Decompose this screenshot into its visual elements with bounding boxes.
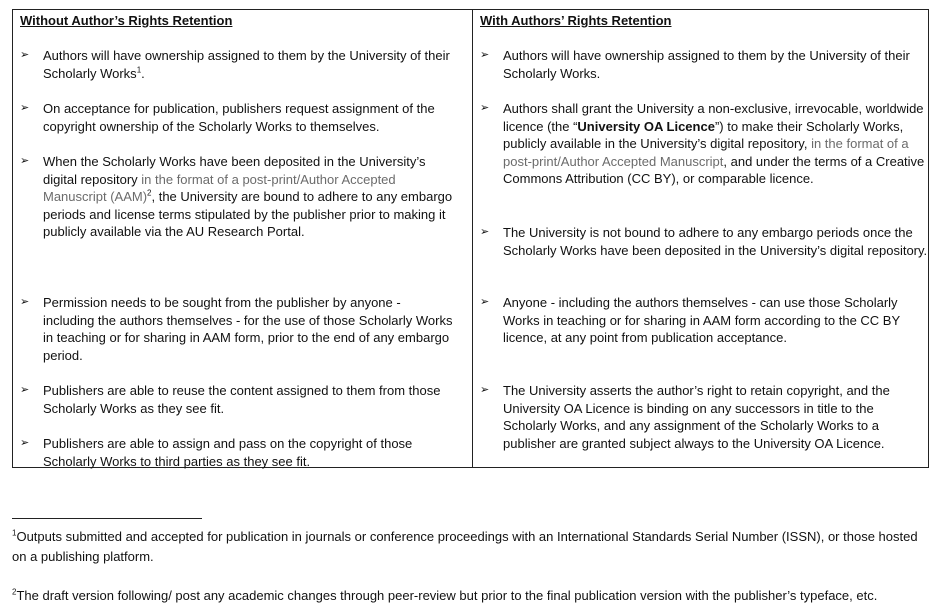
arrow-bullet-icon: ➢	[20, 437, 30, 449]
list-item: ➢ Authors will have ownership assigned to them by the University of their Scholarly Works$^1$.	[20, 48, 450, 81]
list-item: ➢ On acceptance for publication, publishers request assignment of the copyright ownership of the Scholarly Works to themselves.	[20, 101, 435, 134]
list-item: ➢ Publishers are able to reuse the content assigned to them from those Scholarly Works as they see fit.	[20, 383, 441, 416]
list-item: ➢ When the Scholarly Works have been deposited in the University’s digital repository in the format of a post-print/Author Accepted Manuscript (AAM)$^2$, the University are bound to adhere to any embargo periods and license terms stipulated by the publisher prior to making it publicly available via the AU Research Portal.	[20, 154, 453, 240]
arrow-bullet-icon: ➢	[20, 296, 30, 308]
arrow-bullet-icon: ➢	[480, 226, 490, 238]
arrow-bullet-icon: ➢	[480, 49, 490, 61]
column-heading-without: Without Author’s Rights Retention	[20, 13, 233, 28]
rights-comparison-table	[12, 9, 929, 468]
list-item: ➢ Authors will have ownership assigned to them by the University of their Scholarly Works.	[480, 48, 910, 81]
list-item: ➢ Anyone - including the authors themselves - can use those Scholarly Works in teaching or for sharing in AAM form according to the CC BY licence, at any point from publication acceptance.	[480, 295, 900, 346]
footnote-number: 2	[12, 587, 17, 597]
list-item: ➢ The University is not bound to adhere to any embargo periods once the Scholarly Works have been deposited in the University’s digital repository.	[480, 225, 928, 258]
list-item: ➢ Authors shall grant the University a non-exclusive, irrevocable, worldwide licence (the “University OA Licence”) to make their Scholarly Works, publicly available in the University’s digital repository, in the format of a post-print/Author Accepted Manuscript, and under the terms of a Creative Commons Attribution (CC BY), or comparable licence.	[480, 101, 925, 187]
list-item: ➢ The University asserts the author’s right to retain copyright, and the University OA Licence is binding on any successors in title to the Scholarly Works, and any assignment of the Scholarly Works to a publisher are granted subject always to the University OA Licence.	[480, 383, 890, 451]
arrow-bullet-icon: ➢	[20, 384, 30, 396]
arrow-bullet-icon: ➢	[20, 49, 30, 61]
list-item: ➢ Permission needs to be sought from the publisher by anyone - including the authors themselves - for the use of those Scholarly Works in teaching or for sharing in AAM form, prior to the end of any embargo period.	[20, 295, 453, 363]
footnote-number: 1	[12, 528, 17, 538]
footnote-1: $^1$Outputs submitted and accepted for publication in journals or conference proceedings with an International Standards Serial Number (ISSN), or those hosted on a publishing platform.	[12, 528, 918, 564]
with-retention-column	[472, 10, 928, 467]
list-item: ➢ Publishers are able to assign and pass on the copyright of those Scholarly Works to third parties as they see fit.	[20, 436, 413, 469]
without-retention-column	[13, 10, 472, 467]
footnote-2: $^2$The draft version following/ post any academic changes through peer-review but prior to the final publication version with the publisher’s typeface, etc.	[12, 587, 878, 603]
arrow-bullet-icon: ➢	[480, 102, 490, 114]
arrow-bullet-icon: ➢	[20, 155, 30, 167]
footnote-ref-1[interactable]: 1	[136, 65, 142, 75]
arrow-bullet-icon: ➢	[20, 102, 30, 114]
column-heading-with: With Authors’ Rights Retention	[480, 13, 672, 28]
footnote-ref-2[interactable]: 2	[147, 188, 152, 198]
footnote-separator	[12, 518, 202, 519]
arrow-bullet-icon: ➢	[480, 296, 490, 308]
arrow-bullet-icon: ➢	[480, 384, 490, 396]
